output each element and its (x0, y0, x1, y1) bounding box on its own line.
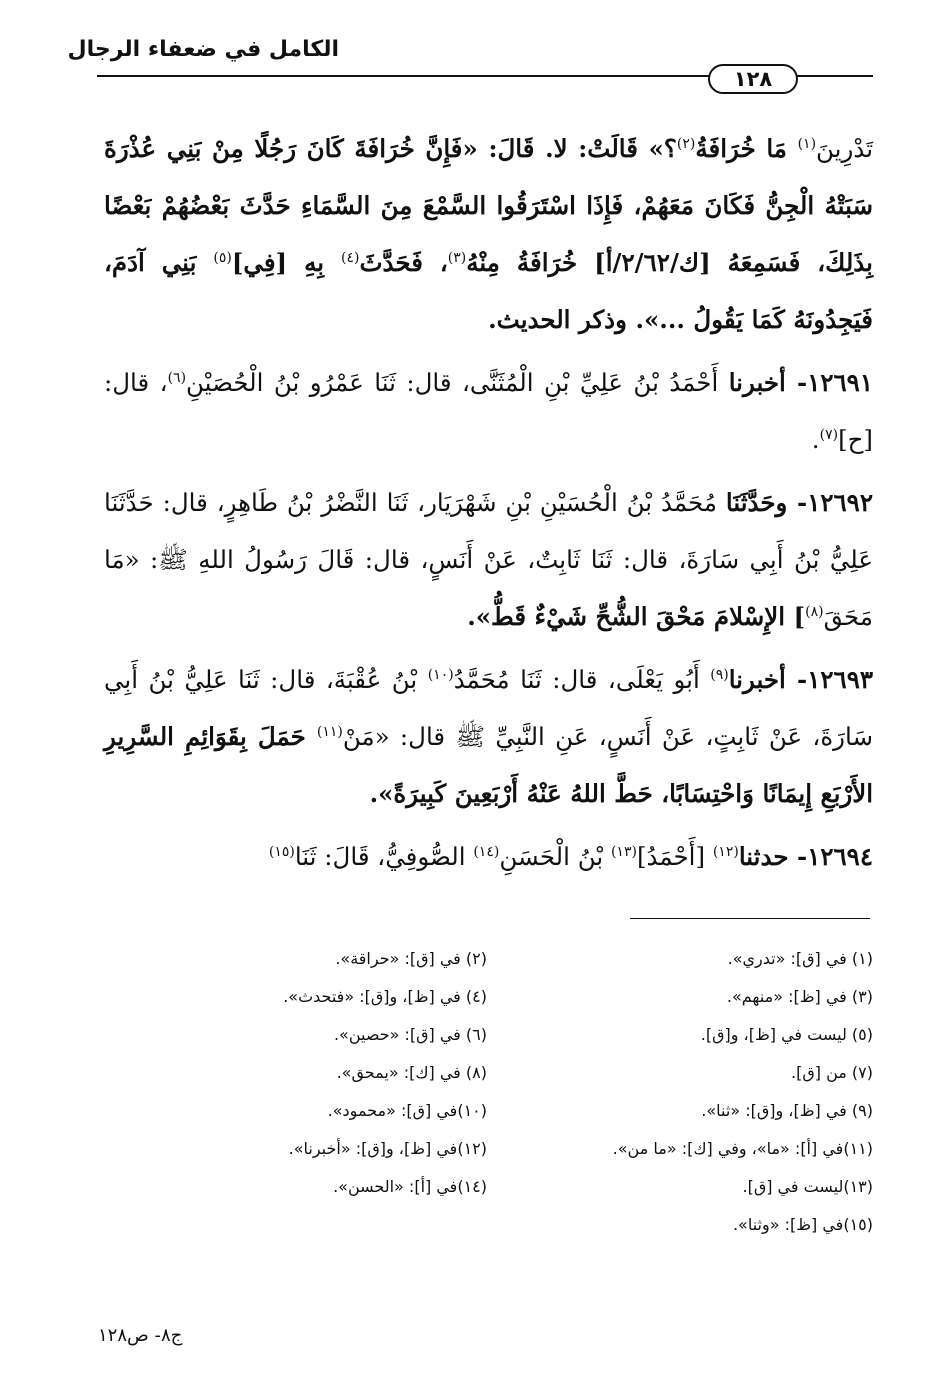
hadith-number: ١٢٦٩٤- (797, 842, 873, 871)
footnote: (١٢)في [ظ]، و[ق]: «أخبرنا». (288, 1139, 487, 1158)
text-run: [أَحْمَدُ] (636, 842, 713, 871)
hadith-12691 (104, 354, 873, 468)
text-run: بْنُ عُقْبَةَ، قال: ثَنَا عَلِيُّ بْنُ أَبِي سَارَةَ، عَنْ ثَابِتٍ، عَنْ أَنَسٍ، عَنِ النَّبِيِّ ﷺ قال: «مَنْ (104, 665, 873, 751)
footnote: (٥) ليست في [ظ]، و[ق]. (700, 1025, 873, 1044)
paragraph-1 (104, 120, 873, 348)
text-run: حَمَلَ بِقَوَائِمِ السَّرِيرِ الأَرْبَعِ إِيمَانًا وَاحْتِسَابًا، حَطَّ اللهُ عَنْهُ أَرْبَعِينَ كَبِيرَةً». (104, 722, 873, 808)
footnote-ref: (١٣) (610, 843, 637, 860)
text-run: تَدْرِينَ (816, 134, 874, 163)
footnote-ref: (١١) (316, 723, 343, 740)
footnotes-right-column (523, 940, 873, 1244)
text-run: . (811, 425, 820, 454)
footnote-ref: (١٤) (473, 843, 500, 860)
hadith-12693 (104, 651, 873, 822)
footnote-ref: (٨) (805, 603, 824, 620)
text-run: ] الإِسْلامَ مَحْقَ الشُّحِّ شَيْءٌ قَطُّ». (467, 602, 806, 631)
footnote-ref: (٣) (447, 249, 467, 266)
footnote-ref: (٢) (676, 135, 696, 152)
footnote-ref: (٤) (341, 249, 360, 266)
text-run: ؟» قَالَتْ: لا. قَالَ: «فَإِنَّ خُرَافَةَ كَانَ رَجُلًا مِنْ بَنِي عُذْرَةَ سَبَتْهُ الْجِنُّ فَكَانَ مَعَهُمْ، فَإِذَا اسْتَرَقُوا السَّمْعَ مِنَ السَّمَاءِ حَدَّثَ بَعْضُهُمْ بَعْضًا بِذَلِكَ، فَسَمِعَهُ [ك/٢/٦٢/أ] خُرَافَةُ مِنْهُ (104, 134, 873, 277)
hadith-number: ١٢٦٩٣- (797, 665, 874, 694)
footnote-ref: (١٥) (268, 843, 295, 860)
footnote: (٦) في [ق]: «حصين». (333, 1025, 487, 1044)
text-run: بْنُ الْحَسَنِ (499, 842, 611, 871)
footnote: (٧) من [ق]. (791, 1063, 873, 1082)
text-run: ، فَحَدَّثَ (359, 248, 448, 277)
text-run: ، قال: [ح] (104, 368, 873, 454)
footnote-ref: (١٠) (427, 666, 454, 683)
footnote: (٩) في [ظ]، و[ق]: «ثنا». (701, 1101, 873, 1120)
narration-verb: أخبرنا (728, 368, 798, 397)
hadith-number: ١٢٦٩٢- (797, 488, 873, 517)
book-title: الكامل في ضعفاء الرجال (67, 37, 339, 62)
footnote-ref: (١٢) (712, 843, 739, 860)
text-run: بِهِ [فِي] (231, 248, 341, 277)
text-run: الصُّوفِيُّ، قَالَ: ثَنَا (294, 842, 474, 871)
text-run: بَنِي آدَمَ، فَيَجِدُونَهُ كَمَا يَقُولُ ...». وذكر الحديث. (104, 248, 873, 334)
text-run: مُحَمَّدُ بْنُ الْحُسَيْنِ بْنِ شَهْرَيَار، ثَنَا النَّضْرُ بْنُ طَاهِرٍ، قال: حَدَّثَنَا عَلِيُّ بْنُ أَبِي سَارَةَ، قال: ثَنَا ثَابِتٌ، عَنْ أَنَسٍ، قال: قَالَ رَسُولُ اللهِ ﷺ: «مَا مَحَقَ (104, 488, 873, 631)
footnote-ref: (٧) (819, 426, 839, 443)
narration-verb: وحَدَّثَنَا (725, 488, 798, 517)
footnote: (١٠)في [ق]: «محمود». (327, 1101, 487, 1120)
narration-verb: حدثنا (738, 842, 798, 871)
footnote-ref: (٩) (710, 666, 729, 683)
main-text (104, 120, 873, 891)
footnote: (١٥)في [ظ]: «وثنا». (732, 1215, 873, 1234)
footnote: (١٣)ليست في [ق]. (742, 1177, 873, 1196)
footnote-separator (630, 918, 870, 919)
footnote-ref: (٦) (167, 369, 187, 386)
footnote: (٨) في [ك]: «يمحق». (336, 1063, 487, 1082)
text-run: أَحْمَدُ بْنُ عَلِيِّ بْنِ الْمُثَنَّى، قال: ثَنَا عَمْرُو بْنُ الْحُصَيْنِ (186, 368, 729, 397)
footnote: (١) في [ق]: «تدري». (727, 949, 873, 968)
hadith-number: ١٢٦٩١- (797, 368, 873, 397)
volume-page-reference: ج٨- ص١٢٨ (98, 1325, 183, 1346)
footnote: (١٤)في [أ]: «الحسن». (333, 1177, 487, 1196)
hadith-12694 (104, 828, 873, 885)
footnote: (١١)في [أ]: «ما»، وفي [ك]: «ما من». (612, 1139, 873, 1158)
narration-verb: أخبرنا (728, 665, 798, 694)
footnote: (٢) في [ق]: «حراقة». (335, 949, 487, 968)
text-run: أَبُو يَعْلَى، قال: ثَنَا مُحَمَّدُ (453, 665, 711, 694)
page-number-badge: ١٢٨ (708, 64, 798, 94)
text-run: مَا خُرَافَةُ (695, 134, 798, 163)
footnote: (٤) في [ظ]، و[ق]: «فتحدث». (283, 987, 487, 1006)
footnote-ref: (١) (797, 135, 817, 152)
footnote: (٣) في [ظ]: «منهم». (726, 987, 873, 1006)
footnotes-left-column (187, 940, 487, 1206)
footnote-ref: (٥) (213, 249, 232, 266)
hadith-12692 (104, 474, 873, 645)
